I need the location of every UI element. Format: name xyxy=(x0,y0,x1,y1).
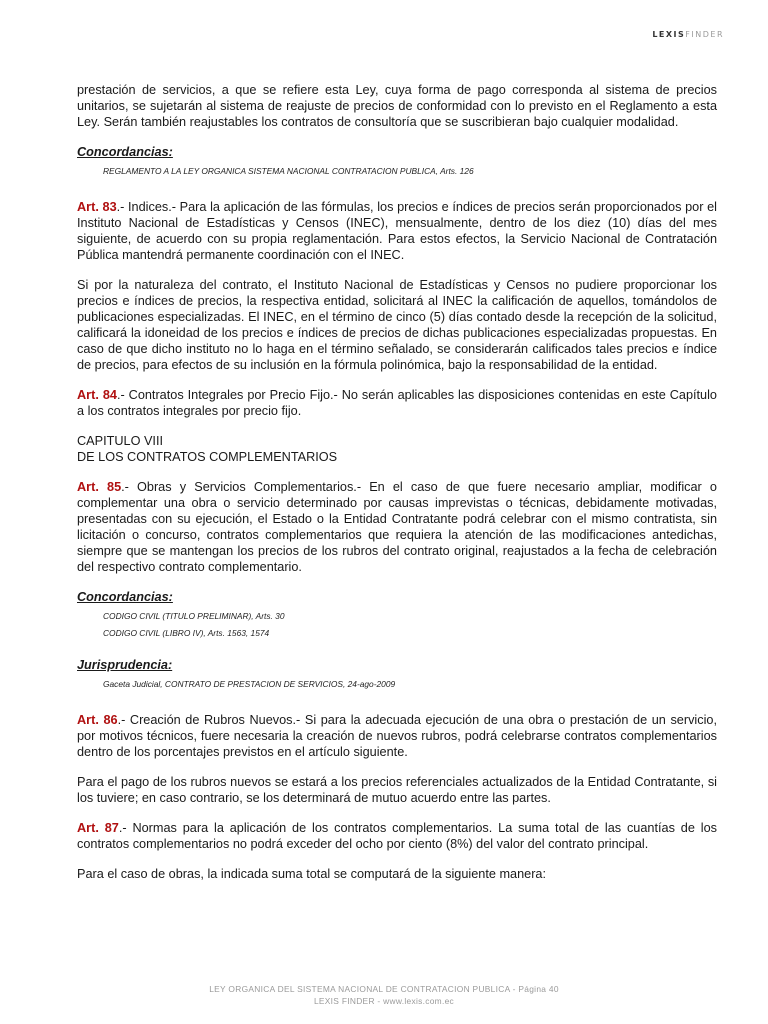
article-83-label: Art. 83 xyxy=(77,200,117,214)
brand-logo xyxy=(652,30,724,39)
article-83 xyxy=(77,199,717,263)
footer-law-title: LEY ORGANICA DEL SISTEMA NACIONAL DE CONTRATACION PUBLICA - Página 40 xyxy=(209,984,559,994)
jurisprudencia-ref: Gaceta Judicial, CONTRATO DE PRESTACION DE SERVICIOS, 24-ago-2009 xyxy=(103,679,396,689)
article-85-label: Art. 85 xyxy=(77,480,122,494)
article-84-text: .- Contratos Integrales por Precio Fijo.- No serán aplicables las disposiciones contenidas en este Capítulo a los contratos integrales por precio fijo. xyxy=(77,388,717,418)
article-83-text: .- Indices.- Para la aplicación de las fórmulas, los precios e índices de precios serán proporcionados por el Instituto Nacional de Estadísticas y Censos (INEC), mensualmente, dentro de los diez (10) días del mes siguiente, de acuerdo con su propia reglamentación. Para estos efectos, la Servicio Nacional de Contratación Pública mantendrá permanente coordinación con el INEC. xyxy=(77,200,717,262)
brand-logo-bold: LEXIS xyxy=(652,30,686,39)
concordancia-ref: CODIGO CIVIL (LIBRO IV), Arts. 1563, 1574 xyxy=(103,628,270,638)
article-87 xyxy=(77,820,717,852)
chapter-heading xyxy=(77,433,717,465)
concordancia-ref: CODIGO CIVIL (TITULO PRELIMINAR), Arts. 30 xyxy=(103,611,285,621)
document-body xyxy=(77,82,717,896)
article-83-paragraph-2: Si por la naturaleza del contrato, el Instituto Nacional de Estadísticas y Censos no pudiere proporcionar los precios e índices de precios, la respectiva entidad, solicitará al INEC la calificación de aquellos, tomándolos de publicaciones especializadas. El INEC, en el término de cinco (5) días contado desde la recepción de la solicitud, calificará la idoneidad de los precios e índices de precios de dichas publicaciones especializadas propuestas. En caso de que dicho instituto no lo haga en el término señalado, se considerarán calificados tales precios e índice de precios, para efectos de su inclusión en la fórmula polinómica, bajo la responsabilidad de la entidad. xyxy=(77,278,717,372)
article-86 xyxy=(77,712,717,760)
article-87-text: .- Normas para la aplicación de los contratos complementarios. La suma total de las cuantías de los contratos complementarios no podrá exceder del ocho por ciento (8%) del valor del contrato principal. xyxy=(77,821,717,851)
concordancias-heading: Concordancias: xyxy=(77,145,173,159)
chapter-title: DE LOS CONTRATOS COMPLEMENTARIOS xyxy=(77,450,338,464)
article-84-label: Art. 84 xyxy=(77,388,117,402)
paragraph-continuation: prestación de servicios, a que se refiere esta Ley, cuya forma de pago corresponda al sistema de precios unitarios, se sujetarán al sistema de reajuste de precios de conformidad con lo previsto en el Reglamento a esta Ley. Serán también reajustables los contratos de consultoría que se suscribieran bajo cualquier modalidad. xyxy=(77,83,717,129)
article-85-text: .- Obras y Servicios Complementarios.- En el caso de que fuere necesario ampliar, modificar o complementar una obra o servicio determinado por causas imprevistas o técnicas, debidamente motivadas, presentadas con su ejecución, el Estado o la Entidad Contratante podrá celebrar con el mismo contratista, sin licitación o concurso, contratos complementarios que requiera la atención de las modificaciones antedichas, siempre que se mantengan los precios de los rubros del contrato original, reajustados a la fecha de celebración del respectivo contrato complementario. xyxy=(77,480,717,574)
article-86-label: Art. 86 xyxy=(77,713,118,727)
footer-site: LEXIS FINDER - www.lexis.com.ec xyxy=(313,996,455,1006)
concordancia-ref: REGLAMENTO A LA LEY ORGANICA SISTEMA NACIONAL CONTRATACION PUBLICA, Arts. 126 xyxy=(103,166,474,176)
article-86-paragraph-2: Para el pago de los rubros nuevos se estará a los precios referenciales actualizados de la Entidad Contratante, si los tuviere; en caso contrario, se los determinará de mutuo acuerdo entre las partes. xyxy=(77,775,717,805)
article-85 xyxy=(77,479,717,575)
brand-logo-light: FINDER xyxy=(685,30,724,39)
article-87-paragraph-2: Para el caso de obras, la indicada suma total se computará de la siguiente manera: xyxy=(77,867,547,881)
article-86-text: .- Creación de Rubros Nuevos.- Si para la adecuada ejecución de una obra o prestación de un servicio, por motivos técnicos, fuere necesaria la creación de nuevos rubros, podrá celebrarse contratos complementarios dentro de los porcentajes previstos en el artículo siguiente. xyxy=(77,713,717,759)
jurisprudencia-heading: Jurisprudencia: xyxy=(77,658,173,672)
concordancias-heading: Concordancias: xyxy=(77,590,173,604)
page-footer xyxy=(0,983,768,1007)
article-87-label: Art. 87 xyxy=(77,821,119,835)
chapter-number: CAPITULO VIII xyxy=(77,434,164,448)
article-84 xyxy=(77,387,717,419)
